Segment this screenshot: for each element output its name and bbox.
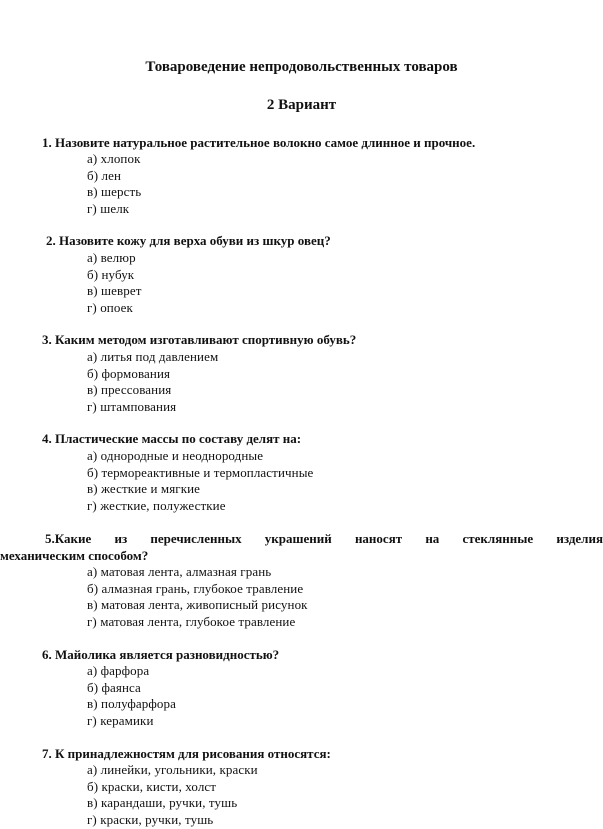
q2-option-a: а) велюр bbox=[87, 250, 136, 265]
question-4: 4. Пластические массы по составу делят на: bbox=[42, 431, 302, 446]
q6-option-a: а) фарфора bbox=[87, 663, 150, 678]
q7-option-b: б) краски, кисти, холст bbox=[87, 779, 217, 794]
q2-option-d: г) опоек bbox=[87, 300, 133, 315]
q3-option-b: б) формования bbox=[87, 366, 171, 381]
q1-option-a: а) хлопок bbox=[87, 151, 141, 166]
question-5 bbox=[0, 531, 603, 564]
q4-option-a: а) однородные и неоднородные bbox=[87, 448, 264, 463]
q6-option-c: в) полуфарфора bbox=[87, 696, 176, 711]
document-title: Товароведение непродовольственных товаров bbox=[145, 59, 458, 75]
q5-option-d: г) матовая лента, глубокое травление bbox=[87, 614, 296, 629]
question-6: 6. Майолика является разновидностью? bbox=[42, 647, 280, 662]
question-1: 1. Назовите натуральное растительное волокно самое длинное и прочное. bbox=[42, 135, 476, 150]
q7-option-c: в) карандаши, ручки, тушь bbox=[87, 795, 238, 810]
question-5-line-2: механическим способом? bbox=[0, 547, 149, 563]
question-7: 7. К принадлежностям для рисования относятся: bbox=[42, 746, 331, 761]
q7-option-a: а) линейки, угольники, краски bbox=[87, 762, 258, 777]
q6-option-d: г) керамики bbox=[87, 713, 154, 728]
q6-option-b: б) фаянса bbox=[87, 680, 141, 695]
question-5-line-1: 5.Какие из перечисленных украшений наносят на стеклянные изделия bbox=[45, 531, 603, 546]
q5-option-b: б) алмазная грань, глубокое травление bbox=[87, 581, 304, 596]
q1-option-c: в) шерсть bbox=[87, 184, 142, 199]
variant-heading: 2 Вариант bbox=[266, 97, 337, 113]
q3-option-d: г) штампования bbox=[87, 399, 177, 414]
q2-option-c: в) шеврет bbox=[87, 283, 142, 298]
q4-option-c: в) жесткие и мягкие bbox=[87, 481, 201, 496]
q1-option-b: б) лен bbox=[87, 168, 122, 183]
q3-option-a: а) литья под давлением bbox=[87, 349, 219, 364]
q2-option-b: б) нубук bbox=[87, 267, 135, 282]
q5-option-c: в) матовая лента, живописный рисунок bbox=[87, 597, 308, 612]
q3-option-c: в) прессования bbox=[87, 382, 172, 397]
q7-option-d: г) краски, ручки, тушь bbox=[87, 812, 214, 827]
q4-option-d: г) жесткие, полужесткие bbox=[87, 498, 226, 513]
q1-option-d: г) шелк bbox=[87, 201, 130, 216]
question-2: 2. Назовите кожу для верха обуви из шкур овец? bbox=[46, 233, 331, 248]
q5-option-a: а) матовая лента, алмазная грань bbox=[87, 564, 272, 579]
question-3: 3. Каким методом изготавливают спортивную обувь? bbox=[42, 332, 357, 347]
q4-option-b: б) термореактивные и термопластичные bbox=[87, 465, 314, 480]
